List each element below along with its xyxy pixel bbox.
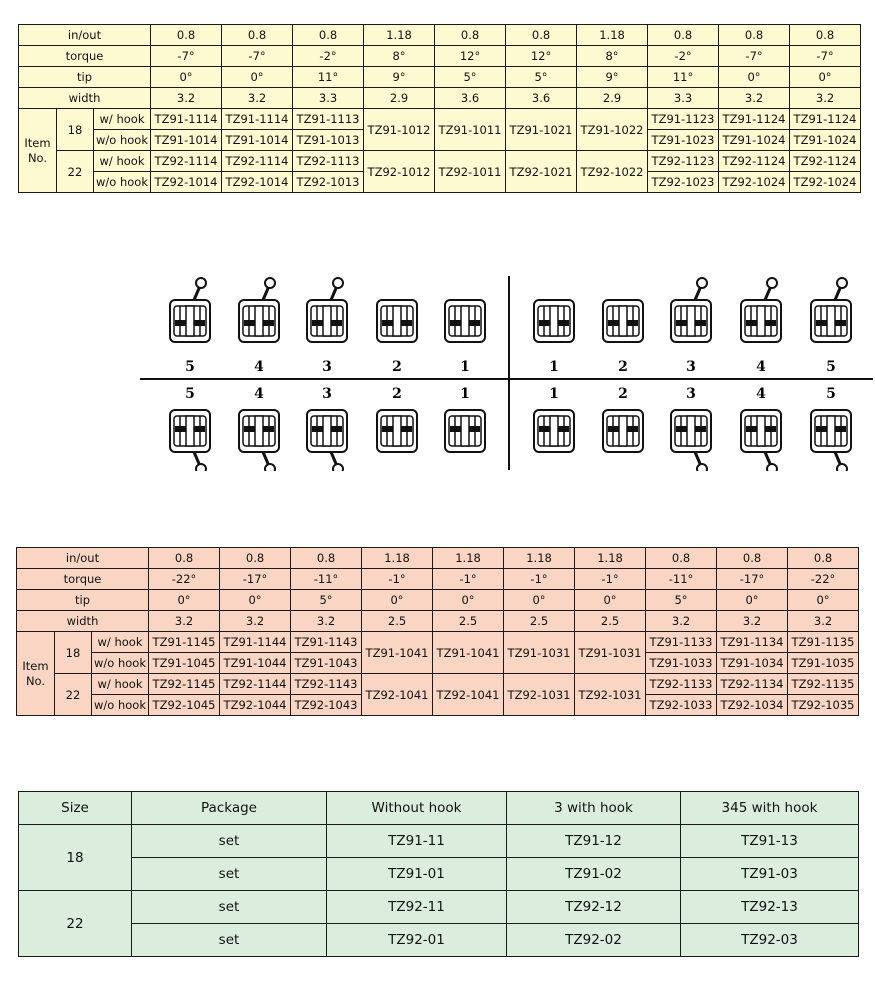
tooth-number: 2	[392, 386, 402, 402]
table-cell: TZ92-1011	[435, 151, 506, 193]
bracket-upper-2	[603, 300, 643, 342]
table-cell: 3.2	[790, 88, 861, 109]
table-cell: TZ92-1031	[504, 674, 575, 716]
bracket-lower-5	[811, 410, 851, 471]
item-label: Item	[22, 658, 49, 673]
table-cell: 3.2	[151, 88, 222, 109]
table-cell: 2.5	[504, 611, 575, 632]
row-label-torque: torque	[19, 46, 151, 67]
table-cell: 0.8	[293, 25, 364, 46]
table-cell: -2°	[648, 46, 719, 67]
with-hook-label: w/ hook	[94, 109, 151, 130]
table-cell: 0.8	[149, 548, 220, 569]
table-cell: 2.5	[433, 611, 504, 632]
table-cell: TZ92-1123	[648, 151, 719, 172]
bracket-upper-3	[307, 278, 347, 342]
row-label-inout: in/out	[19, 25, 151, 46]
table-cell: 0.8	[506, 25, 577, 46]
without-hook-label: w/o hook	[92, 695, 149, 716]
table-cell: 3.3	[293, 88, 364, 109]
table-cell: TZ92-1021	[506, 151, 577, 193]
table-cell: 1.18	[433, 548, 504, 569]
table-cell: TZ92-1023	[648, 172, 719, 193]
table-cell: -17°	[717, 569, 788, 590]
package-cell: set	[132, 825, 327, 858]
size-18-label: 18	[57, 109, 94, 151]
with-hook-label: w/ hook	[92, 674, 149, 695]
bracket-lower-3	[671, 410, 711, 471]
tooth-number: 3	[686, 359, 696, 375]
table-cell: TZ91-1024	[719, 130, 790, 151]
table-cell: -7°	[790, 46, 861, 67]
table-cell: 5°	[291, 590, 362, 611]
table-cell: 0°	[575, 590, 646, 611]
tooth-number: 5	[826, 386, 836, 402]
row-label-tip: tip	[19, 67, 151, 88]
table-cell: 3.2	[717, 611, 788, 632]
table-cell: 3.6	[506, 88, 577, 109]
table-cell: 1.18	[362, 548, 433, 569]
table-cell: TZ91-1012	[364, 109, 435, 151]
tooth-number: 4	[254, 386, 264, 402]
tooth-number: 1	[549, 386, 559, 402]
table-cell: TZ92-13	[681, 891, 859, 924]
table-cell: TZ92-1035	[788, 695, 859, 716]
table-cell: TZ92-1124	[790, 151, 861, 172]
table-cell: 2.9	[577, 88, 648, 109]
table-row	[19, 25, 861, 46]
table-cell: 0.8	[790, 25, 861, 46]
column-header: 345 with hook	[681, 792, 859, 825]
table-cell: -1°	[575, 569, 646, 590]
table-cell: 3.2	[149, 611, 220, 632]
column-header: Without hook	[327, 792, 507, 825]
table-cell: TZ92-1033	[646, 695, 717, 716]
table-cell: TZ91-1014	[151, 130, 222, 151]
size-22-label: 22	[55, 674, 92, 716]
table-cell: 5°	[646, 590, 717, 611]
table-cell: 2.9	[364, 88, 435, 109]
table-cell: -22°	[788, 569, 859, 590]
table-cell: -7°	[222, 46, 293, 67]
table-cell: TZ92-1044	[220, 695, 291, 716]
bracket-lower-1	[445, 410, 485, 452]
table-cell: TZ91-1143	[291, 632, 362, 653]
without-hook-label: w/o hook	[94, 130, 151, 151]
table-cell: TZ92-1024	[790, 172, 861, 193]
table-cell: TZ92-1134	[717, 674, 788, 695]
table-cell: 1.18	[364, 25, 435, 46]
table-cell: -2°	[293, 46, 364, 67]
table-cell: -7°	[719, 46, 790, 67]
upper-prescription-table	[18, 24, 861, 193]
tooth-number: 2	[392, 359, 402, 375]
bracket-lower-4	[741, 410, 781, 471]
table-cell: TZ92-1024	[719, 172, 790, 193]
table-row	[19, 67, 861, 88]
tooth-number: 1	[549, 359, 559, 375]
bracket-lower-2	[377, 410, 417, 452]
table-row	[19, 924, 859, 957]
table-cell: TZ91-1144	[220, 632, 291, 653]
table-cell: TZ92-1114	[151, 151, 222, 172]
row-label-torque: torque	[17, 569, 149, 590]
table-cell: 11°	[648, 67, 719, 88]
bracket-upper-2	[377, 300, 417, 342]
table-cell: 12°	[435, 46, 506, 67]
table-cell: 3.2	[220, 611, 291, 632]
bracket-upper-5	[170, 278, 210, 342]
table-cell: 0.8	[646, 548, 717, 569]
table-cell: 0°	[433, 590, 504, 611]
table-cell: TZ91-1113	[293, 109, 364, 130]
bracket-lower-2	[603, 410, 643, 452]
table-row	[19, 891, 859, 924]
table-cell: TZ92-1041	[433, 674, 504, 716]
without-hook-label: w/o hook	[92, 653, 149, 674]
table-cell: TZ91-1031	[575, 632, 646, 674]
table-cell: TZ91-1014	[222, 130, 293, 151]
table-cell: 0.8	[222, 25, 293, 46]
table-cell: TZ91-1145	[149, 632, 220, 653]
table-cell: -1°	[433, 569, 504, 590]
table-cell: TZ91-1021	[506, 109, 577, 151]
table-cell: 5°	[435, 67, 506, 88]
tooth-number: 2	[618, 359, 628, 375]
table-cell: 0.8	[435, 25, 506, 46]
table-cell: TZ91-1135	[788, 632, 859, 653]
table-cell: 2.5	[362, 611, 433, 632]
table-cell: TZ92-1022	[577, 151, 648, 193]
table-cell: 0°	[220, 590, 291, 611]
table-cell: TZ92-1045	[149, 695, 220, 716]
table-row	[19, 109, 861, 130]
table-row	[17, 674, 859, 695]
row-label-inout: in/out	[17, 548, 149, 569]
tooth-number: 3	[686, 386, 696, 402]
table-cell: 2.5	[575, 611, 646, 632]
table-row	[19, 858, 859, 891]
table-cell: TZ91-1134	[717, 632, 788, 653]
bracket-upper-4	[239, 278, 279, 342]
table-cell: TZ92-1133	[646, 674, 717, 695]
table-cell: 3.2	[291, 611, 362, 632]
table-row	[17, 632, 859, 653]
table-cell: TZ92-1135	[788, 674, 859, 695]
bracket-upper-4	[741, 278, 781, 342]
table-cell: TZ91-1041	[362, 632, 433, 674]
table-cell: 0°	[788, 590, 859, 611]
no-label: No.	[25, 673, 46, 688]
table-cell: TZ92-11	[327, 891, 507, 924]
table-cell: -17°	[220, 569, 291, 590]
table-cell: 3.2	[788, 611, 859, 632]
table-cell: -11°	[291, 569, 362, 590]
tooth-number: 5	[185, 386, 195, 402]
size-22-label: 22	[57, 151, 94, 193]
package-cell: set	[132, 858, 327, 891]
with-hook-label: w/ hook	[92, 632, 149, 653]
table-cell: TZ91-1043	[291, 653, 362, 674]
row-label-width: width	[19, 88, 151, 109]
table-row	[19, 46, 861, 67]
table-cell: TZ91-1034	[717, 653, 788, 674]
bracket-upper-3	[671, 278, 711, 342]
table-row	[19, 825, 859, 858]
table-cell: TZ91-1011	[435, 109, 506, 151]
with-hook-label: w/ hook	[94, 151, 151, 172]
table-cell: 0°	[362, 590, 433, 611]
table-cell: TZ91-1124	[719, 109, 790, 130]
table-cell: -11°	[646, 569, 717, 590]
table-cell: TZ91-11	[327, 825, 507, 858]
table-cell: TZ91-1133	[646, 632, 717, 653]
table-cell: -1°	[362, 569, 433, 590]
column-header: 3 with hook	[507, 792, 681, 825]
tooth-number: 5	[826, 359, 836, 375]
tooth-number: 4	[756, 386, 766, 402]
table-cell: TZ91-12	[507, 825, 681, 858]
table-row	[17, 611, 859, 632]
table-cell: TZ92-1031	[575, 674, 646, 716]
table-cell: TZ92-1013	[293, 172, 364, 193]
table-cell: 0°	[504, 590, 575, 611]
table-cell: 3.2	[646, 611, 717, 632]
table-cell: TZ91-13	[681, 825, 859, 858]
table-cell: 3.2	[719, 88, 790, 109]
table-cell: TZ92-02	[507, 924, 681, 957]
table-cell: 3.3	[648, 88, 719, 109]
table-cell: 1.18	[504, 548, 575, 569]
table-cell: 11°	[293, 67, 364, 88]
table-cell: TZ91-03	[681, 858, 859, 891]
package-cell: set	[132, 891, 327, 924]
tooth-number: 2	[618, 386, 628, 402]
table-cell: 0°	[790, 67, 861, 88]
table-cell: TZ91-02	[507, 858, 681, 891]
package-table	[18, 791, 859, 957]
table-cell: -1°	[504, 569, 575, 590]
table-cell: TZ91-1033	[646, 653, 717, 674]
table-cell: TZ92-1144	[220, 674, 291, 695]
table-cell: TZ91-1023	[648, 130, 719, 151]
table-cell: TZ91-01	[327, 858, 507, 891]
table-cell: TZ91-1041	[433, 632, 504, 674]
bracket-upper-5	[811, 278, 851, 342]
tooth-number: 1	[460, 386, 470, 402]
item-no-label	[19, 109, 57, 193]
table-cell: 0.8	[291, 548, 362, 569]
tooth-number: 3	[322, 386, 332, 402]
bracket-upper-1	[534, 300, 574, 342]
bracket-lower-4	[239, 410, 279, 471]
table-cell: TZ92-1014	[222, 172, 293, 193]
table-cell: TZ91-1031	[504, 632, 575, 674]
table-cell: TZ91-1044	[220, 653, 291, 674]
lower-prescription-table	[16, 547, 859, 716]
tooth-number: 5	[185, 359, 195, 375]
bracket-arrangement-diagram	[140, 276, 873, 471]
table-cell: TZ91-1124	[790, 109, 861, 130]
table-cell: TZ92-1124	[719, 151, 790, 172]
table-cell: TZ92-1034	[717, 695, 788, 716]
table-cell: TZ92-1041	[362, 674, 433, 716]
size-cell: 22	[19, 891, 132, 957]
table-cell: 9°	[577, 67, 648, 88]
table-cell: 5°	[506, 67, 577, 88]
tooth-number: 1	[460, 359, 470, 375]
row-label-tip: tip	[17, 590, 149, 611]
bracket-upper-1	[445, 300, 485, 342]
without-hook-label: w/o hook	[94, 172, 151, 193]
table-cell: 8°	[577, 46, 648, 67]
table-cell: TZ91-1114	[151, 109, 222, 130]
size-18-label: 18	[55, 632, 92, 674]
table-row	[19, 151, 861, 172]
table-cell: TZ92-03	[681, 924, 859, 957]
table-cell: 0.8	[717, 548, 788, 569]
table-cell: TZ91-1035	[788, 653, 859, 674]
table-cell: -7°	[151, 46, 222, 67]
table-cell: 0°	[717, 590, 788, 611]
table-cell: 3.6	[435, 88, 506, 109]
table-cell: 9°	[364, 67, 435, 88]
table-cell: TZ91-1022	[577, 109, 648, 151]
tooth-number: 4	[756, 359, 766, 375]
table-cell: TZ92-1043	[291, 695, 362, 716]
package-cell: set	[132, 924, 327, 957]
table-cell: TZ91-1045	[149, 653, 220, 674]
table-cell: TZ91-1123	[648, 109, 719, 130]
table-cell: 3.2	[222, 88, 293, 109]
table-cell: 0.8	[719, 25, 790, 46]
column-header: Size	[19, 792, 132, 825]
table-cell: TZ92-1014	[151, 172, 222, 193]
table-cell: TZ91-1024	[790, 130, 861, 151]
table-row	[17, 548, 859, 569]
item-no-label	[17, 632, 55, 716]
no-label: No.	[27, 150, 48, 165]
table-cell: 0°	[151, 67, 222, 88]
table-row	[17, 590, 859, 611]
table-row	[19, 88, 861, 109]
table-cell: TZ91-1114	[222, 109, 293, 130]
table-cell: -22°	[149, 569, 220, 590]
row-label-width: width	[17, 611, 149, 632]
table-cell: 0.8	[648, 25, 719, 46]
table-cell: TZ92-1145	[149, 674, 220, 695]
tooth-number: 4	[254, 359, 264, 375]
column-header: Package	[132, 792, 327, 825]
table-cell: 12°	[506, 46, 577, 67]
table-cell: 1.18	[575, 548, 646, 569]
table-cell: 0°	[222, 67, 293, 88]
table-cell: TZ92-1113	[293, 151, 364, 172]
table-cell: 0.8	[151, 25, 222, 46]
table-cell: 0°	[719, 67, 790, 88]
table-cell: 1.18	[577, 25, 648, 46]
table-cell: 8°	[364, 46, 435, 67]
table-cell: TZ92-1114	[222, 151, 293, 172]
table-cell: TZ91-1013	[293, 130, 364, 151]
table-cell: 0.8	[220, 548, 291, 569]
table-cell: 0°	[149, 590, 220, 611]
bracket-lower-1	[534, 410, 574, 452]
table-header-row	[19, 792, 859, 825]
table-cell: 0.8	[788, 548, 859, 569]
table-cell: TZ92-1143	[291, 674, 362, 695]
bracket-lower-5	[170, 410, 210, 471]
bracket-lower-3	[307, 410, 347, 471]
table-cell: TZ92-01	[327, 924, 507, 957]
table-cell: TZ92-12	[507, 891, 681, 924]
item-label: Item	[24, 135, 51, 150]
size-cell: 18	[19, 825, 132, 891]
table-row	[17, 569, 859, 590]
table-cell: TZ92-1012	[364, 151, 435, 193]
tooth-number: 3	[322, 359, 332, 375]
